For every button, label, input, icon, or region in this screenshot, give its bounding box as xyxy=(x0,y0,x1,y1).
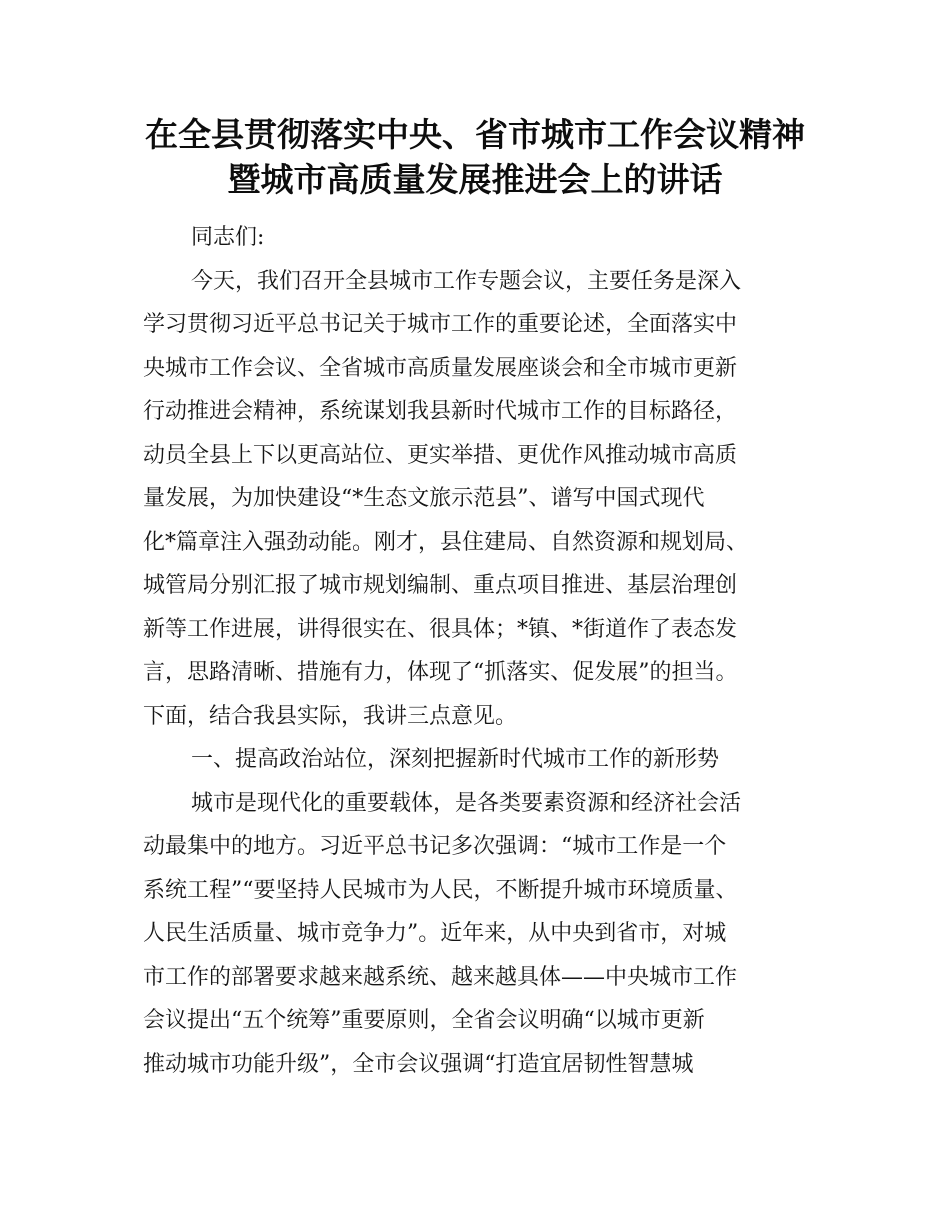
paragraph-line: 城市是现代化的重要载体，是各类要素资源和经济社会活 xyxy=(191,790,742,816)
section-heading-1: 一、提高政治站位，深刻把握新时代城市工作的新形势 xyxy=(191,747,720,772)
paragraph-section-1 xyxy=(143,782,807,1087)
paragraph-line: 量发展，为加快建设“*生态文旅示范县”、谱写中国式现代 xyxy=(143,486,705,511)
document-title-line-2: 暨城市高质量发展推进会上的讲话 xyxy=(227,160,723,199)
paragraph-line: 动员全县上下以更高站位、更实举措、更优作风推动城市高质 xyxy=(143,442,738,468)
paragraph-line: 下面，结合我县实际，我讲三点意见。 xyxy=(143,703,518,729)
paragraph-line: 市工作的部署要求越来越系统、越来越具体——中央城市工作 xyxy=(143,964,738,990)
paragraph-line: 行动推进会精神，系统谋划我县新时代城市工作的目标路径， xyxy=(143,399,738,424)
paragraph-opening xyxy=(143,260,807,739)
paragraph-line: 言，思路清晰、措施有力，体现了“抓落实、促发展”的担当。 xyxy=(143,660,738,685)
paragraph-line: 系统工程”“要坚持人民城市为人民，不断提升城市环境质量、 xyxy=(143,877,738,903)
paragraph-line: 央城市工作会议、全省城市高质量发展座谈会和全市城市更新 xyxy=(143,355,738,381)
paragraph-line: 学习贯彻习近平总书记关于城市工作的重要论述，全面落实中 xyxy=(143,312,738,337)
document-title-line-1: 在全县贯彻落实中央、省市城市工作会议精神 xyxy=(145,115,805,154)
greeting: 同志们: xyxy=(191,225,265,250)
paragraph-line: 城管局分别汇报了城市规划编制、重点项目推进、基层治理创 xyxy=(143,573,738,598)
paragraph-line: 推动城市功能升级”，全市会议强调“打造宜居韧性智慧城 xyxy=(143,1051,694,1077)
paragraph-line: 人民生活质量、城市竞争力”。近年来，从中央到省市，对城 xyxy=(143,921,727,946)
paragraph-line: 动最集中的地方。习近平总书记多次强调：“城市工作是一个 xyxy=(143,834,727,859)
paragraph-line: 今天，我们召开全县城市工作专题会议，主要任务是深入 xyxy=(191,268,742,294)
paragraph-line: 会议提出“五个统筹”重要原则，全省会议明确“以城市更新 xyxy=(143,1008,705,1033)
paragraph-line: 化*篇章注入强劲动能。刚才，县住建局、自然资源和规划局、 xyxy=(143,529,749,555)
speech-body xyxy=(143,216,807,1086)
paragraph-line: 新等工作进展，讲得很实在、很具体；*镇、*街道作了表态发 xyxy=(143,616,738,642)
